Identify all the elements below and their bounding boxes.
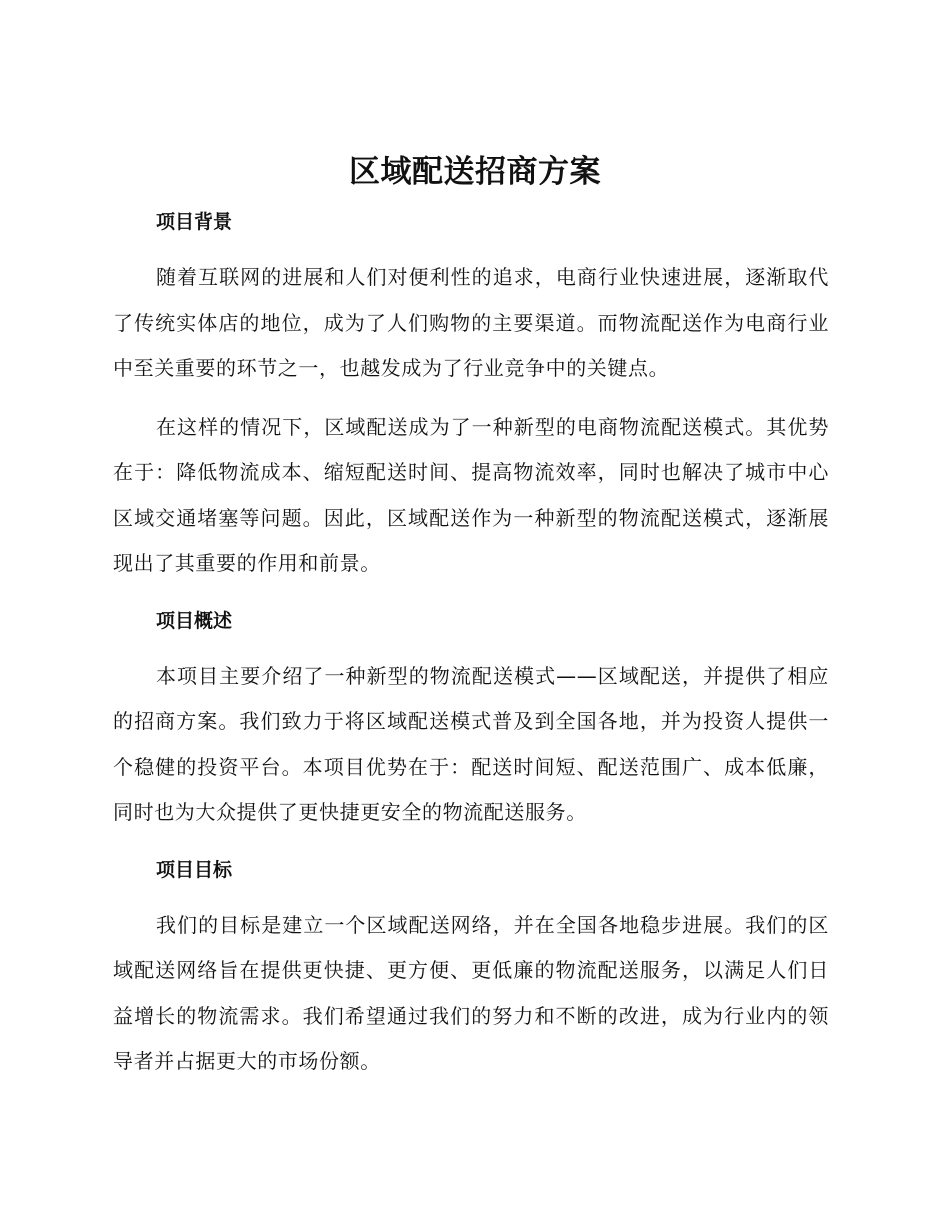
paragraph-goals: 我们的目标是建立一个区域配送网络，并在全国各地稳步进展。我们的区域配送网络旨在提供更快捷、更方便、更低廉的物流配送服务，以满足人们日益增长的物流需求。我们希望通过我们的努力和不断的改进，成为行业内的领导者并占据更大的市场份额。 xyxy=(113,912,829,1073)
section-heading-background: 项目背景 xyxy=(156,211,233,233)
section-heading-goals: 项目目标 xyxy=(156,858,233,881)
paragraph-overview: 本项目主要介绍了一种新型的物流配送模式——区域配送，并提供了相应的招商方案。我们致力于将区域配送模式普及到全国各地，并为投资人提供一个稳健的投资平台。本项目优势在于：配送时间短、配送范围广、成本低廉，同时也为大众提供了更快捷更安全的物流配送服务。 xyxy=(113,663,829,824)
paragraph-background-1: 随着互联网的进展和人们对便利性的追求，电商行业快速进展，逐渐取代了传统实体店的地位，成为了人们购物的主要渠道。而物流配送作为电商行业中至关重要的环节之一，也越发成为了行业竞争中的关键点。 xyxy=(113,265,829,380)
section-heading-overview: 项目概述 xyxy=(156,609,233,632)
paragraph-background-2: 在这样的情况下，区域配送成为了一种新型的电商物流配送模式。其优势在于：降低物流成本、缩短配送时间、提高物流效率，同时也解决了城市中心区域交通堵塞等问题。因此，区域配送作为一种新型的物流配送模式，逐渐展现出了其重要的作用和前景。 xyxy=(113,414,829,575)
document-title: 区域配送招商方案 xyxy=(349,154,601,190)
document-body xyxy=(113,202,829,1085)
